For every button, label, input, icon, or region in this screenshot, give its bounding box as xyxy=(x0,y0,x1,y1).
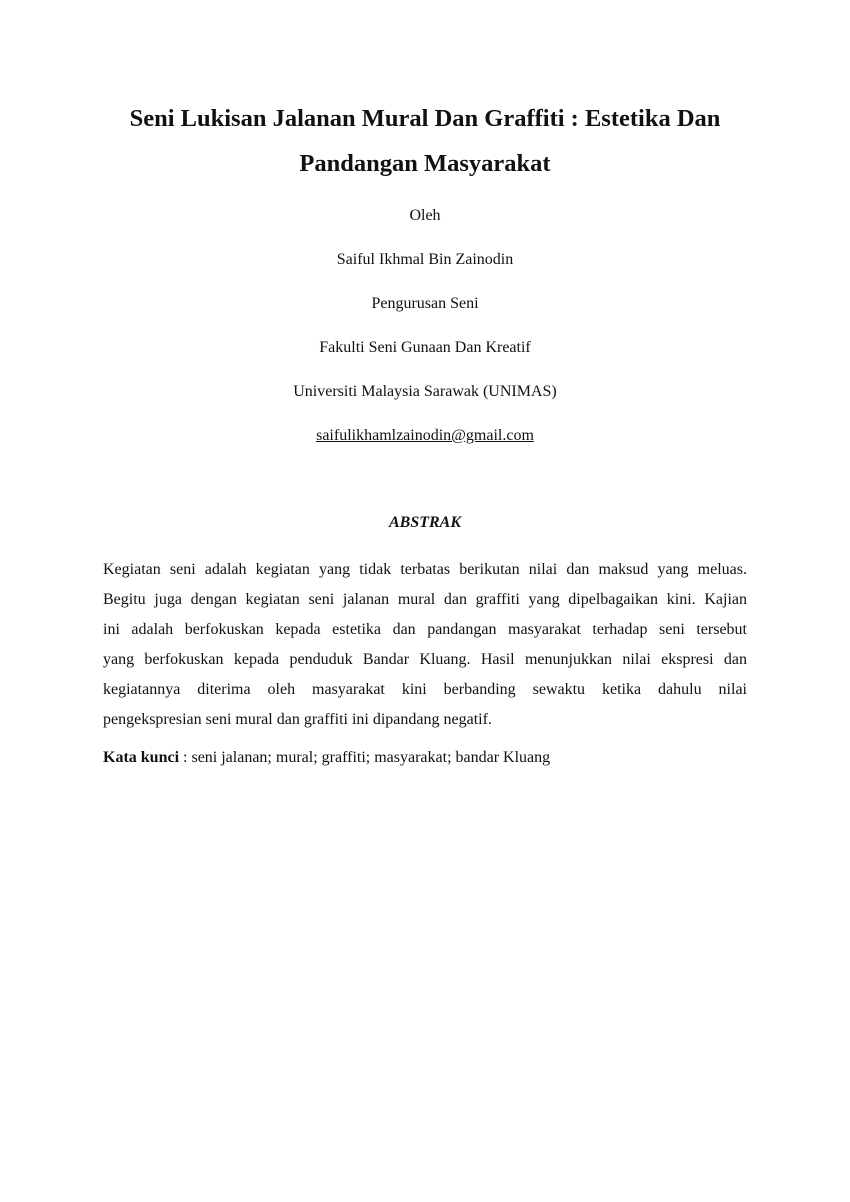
abstract-line: Begitu juga dengan kegiatan seni jalanan mural dan graffiti yang dipelbagaikan kini. Kajian xyxy=(103,591,747,608)
paper-title-line-1: Seni Lukisan Jalanan Mural Dan Graffiti : Estetika Dan xyxy=(129,105,721,132)
author-program: Pengurusan Seni xyxy=(371,295,479,312)
abstract-line: yang berfokuskan kepada penduduk Bandar Kluang. Hasil menunjukkan nilai ekspresi dan xyxy=(103,651,747,668)
keywords-label: Kata kunci xyxy=(103,749,180,766)
abstract-line: ini adalah berfokuskan kepada estetika dan pandangan masyarakat terhadap seni tersebut xyxy=(103,621,747,638)
abstract-heading: ABSTRAK xyxy=(388,514,462,531)
author-email-line xyxy=(0,426,850,446)
abstract-line: Kegiatan seni adalah kegiatan yang tidak terbatas berikutan nilai dan maksud yang meluas. xyxy=(103,561,747,578)
author-email-link[interactable]: saifulikhamlzainodin@gmail.com xyxy=(316,427,534,444)
abstract-body xyxy=(103,555,747,735)
paper-title-line-2: Pandangan Masyarakat xyxy=(299,150,551,177)
abstract-line: kegiatannya diterima oleh masyarakat kini berbanding sewaktu ketika dahulu nilai xyxy=(103,681,747,698)
author-university: Universiti Malaysia Sarawak (UNIMAS) xyxy=(293,383,557,400)
author-name: Saiful Ikhmal Bin Zainodin xyxy=(336,251,514,268)
author-faculty: Fakulti Seni Gunaan Dan Kreatif xyxy=(319,339,531,356)
abstract-line: pengekspresian seni mural dan graffiti ini dipandang negatif. xyxy=(103,711,492,728)
keywords-line xyxy=(103,748,747,768)
byline-oleh: Oleh xyxy=(409,207,441,224)
keywords-text: : seni jalanan; mural; graffiti; masyarakat; bandar Kluang xyxy=(179,749,551,766)
